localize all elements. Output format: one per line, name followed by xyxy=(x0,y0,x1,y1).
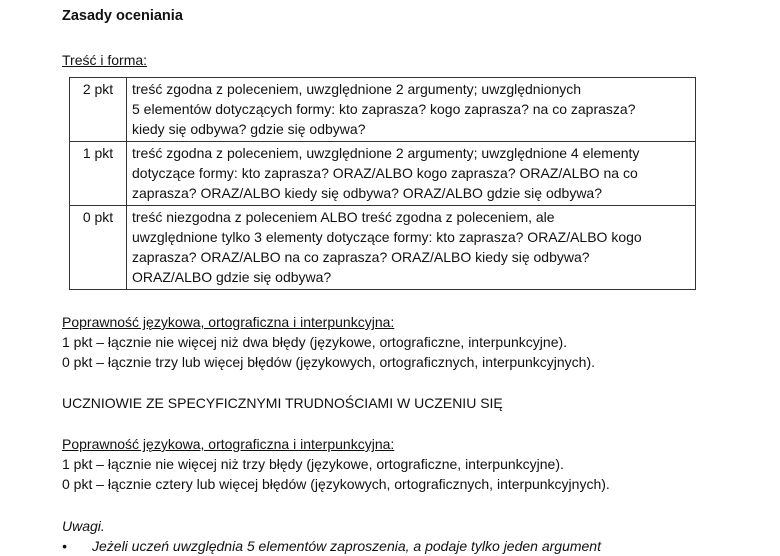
points-cell: 2 pkt xyxy=(70,78,127,142)
criteria-line: treść zgodna z poleceniem, uwzględnione 2 argumenty; uwzględnione 4 elementy xyxy=(132,145,640,161)
criteria-line: dotyczące formy: kto zaprasza? ORAZ/ALBO kogo zaprasza? ORAZ/ALBO na co xyxy=(132,165,638,181)
special-language-rule-line: 0 pkt – łącznie cztery lub więcej błędów (językowych, ortograficznych, interpunkcyjnych). xyxy=(62,476,610,492)
points-cell: 1 pkt xyxy=(70,142,127,206)
criteria-line: treść zgodna z poleceniem, uwzględnione 2 argumenty; uwzględnionych xyxy=(132,81,582,97)
criteria-line: treść niezgodna z poleceniem ALBO treść zgodna z poleceniem, ale xyxy=(132,209,555,225)
language-correctness-heading: Poprawność językowa, ortograficzna i interpunkcyjna: xyxy=(62,314,395,330)
points-cell: 0 pkt xyxy=(70,206,127,290)
note-item xyxy=(62,536,702,556)
criteria-cell xyxy=(127,206,696,290)
table-row xyxy=(70,78,696,142)
criteria-line: zaprasza? ORAZ/ALBO kiedy się odbywa? ORAZ/ALBO gdzie się odbywa? xyxy=(132,185,602,201)
criteria-line: kiedy się odbywa? gdzie się odbywa? xyxy=(132,121,366,137)
special-needs-heading: UCZNIOWIE ZE SPECYFICZNYMI TRUDNOŚCIAMI W UCZENIU SIĘ xyxy=(62,395,503,411)
note-text: Jeżeli uczeń uwzględnia 5 elementów zaproszenia, a podaje tylko jeden argument xyxy=(92,538,601,554)
special-language-rule-line: 1 pkt – łącznie nie więcej niż trzy błędy (językowe, ortograficzne, interpunkcyjne). xyxy=(62,456,564,472)
notes-heading: Uwagi. xyxy=(62,518,105,534)
criteria-line: zaprasza? ORAZ/ALBO na co zaprasza? ORAZ/ALBO kiedy się odbywa? xyxy=(132,249,590,265)
document-title: Zasady oceniania xyxy=(62,8,183,24)
content-criteria-table xyxy=(69,77,696,290)
language-rule-line: 0 pkt – łącznie trzy lub więcej błędów (językowych, ortograficznych, interpunkcyjnych). xyxy=(62,354,596,370)
criteria-line: ORAZ/ALBO gdzie się odbywa? xyxy=(132,269,332,285)
content-form-heading: Treść i forma: xyxy=(62,52,148,68)
table-row xyxy=(70,206,696,290)
language-rule-line: 1 pkt – łącznie nie więcej niż dwa błędy (językowe, ortograficzne, interpunkcyjne). xyxy=(62,334,568,350)
criteria-line: uwzględnione tylko 3 elementy dotyczące formy: kto zaprasza? ORAZ/ALBO kogo xyxy=(132,229,642,245)
special-language-correctness-heading: Poprawność językowa, ortograficzna i interpunkcyjna: xyxy=(62,436,395,452)
table-row xyxy=(70,142,696,206)
criteria-cell xyxy=(127,142,696,206)
criteria-line: 5 elementów dotyczących formy: kto zaprasza? kogo zaprasza? na co zaprasza? xyxy=(132,101,636,117)
criteria-cell xyxy=(127,78,696,142)
bullet-icon: • xyxy=(62,538,67,554)
scoring-rules-document xyxy=(62,6,702,556)
